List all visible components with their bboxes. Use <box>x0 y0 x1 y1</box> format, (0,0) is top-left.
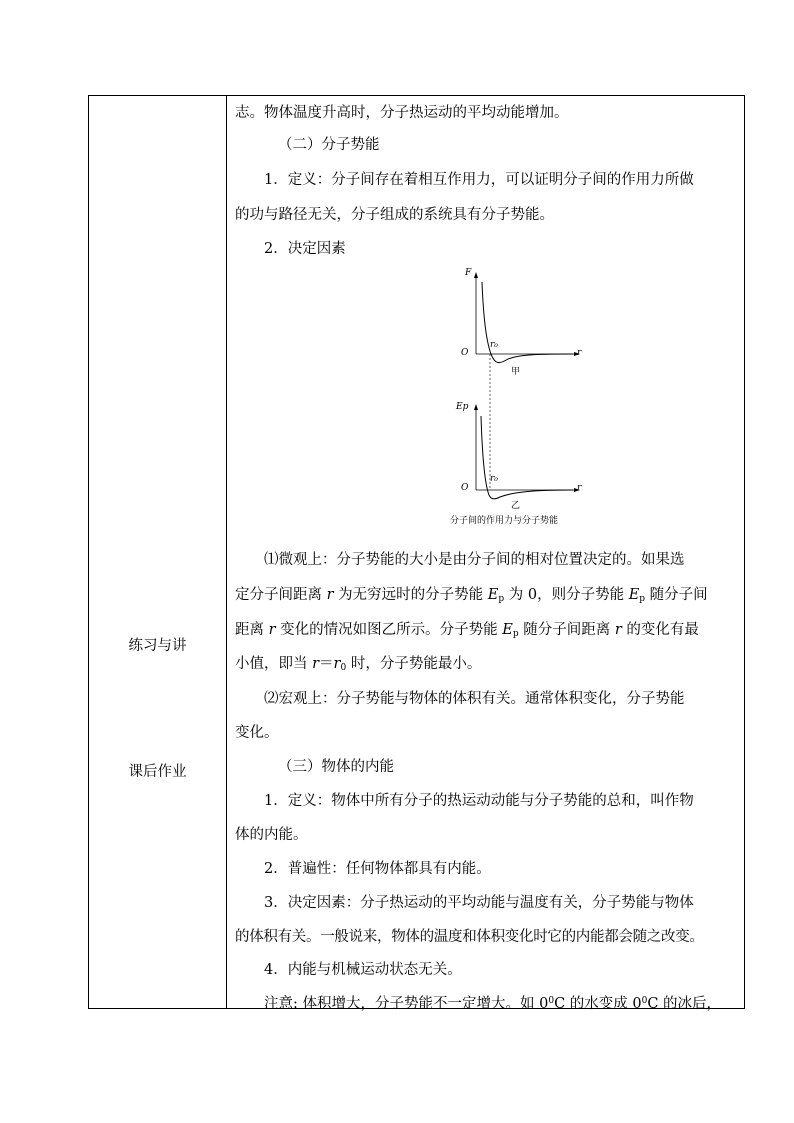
top-axis-y-label: F <box>465 268 472 278</box>
text-line: ⑵宏观上：分子势能与物体的体积有关。通常体积变化，分子势能 <box>264 691 685 707</box>
text-line: 4．内能与机械运动状态无关。 <box>264 962 462 978</box>
bottom-axis-y-label: Ep <box>456 402 469 412</box>
section-heading-internal-energy: （三）物体的内能 <box>278 759 394 775</box>
force-curve <box>482 282 573 363</box>
text-line: ⑴微观上：分子势能的大小是由分子间的相对位置决定的。如果选 <box>264 552 685 568</box>
left-label-homework: 课后作业 <box>128 764 187 780</box>
potential-curve <box>481 416 573 499</box>
text-line: 体的内能。 <box>235 827 308 843</box>
text-line: 1．定义：物体中所有分子的热运动动能与分子势能的总和，叫作物 <box>264 793 694 809</box>
text-line: 的功与路径无关，分子组成的系统具有分子势能。 <box>235 207 554 223</box>
text-line: 注意: 体积增大，分子势能不一定增大。如 $0^0C$ 的水变成 $0^0C$ 的冰后， <box>264 996 722 1012</box>
section-heading-potential: （二）分子势能 <box>278 137 380 153</box>
text-line: 的体积有关。一般说来，物体的温度和体积变化时它的内能都会随之改变。 <box>235 929 704 945</box>
bottom-r0-label: r₀ <box>490 474 498 484</box>
text-line: 小值，即当 $r=r_0$ 时，分子势能最小。 <box>235 656 482 673</box>
text-line: 定分子间距离 r 为无穷远时的分子势能 $E_p$ 为 0，则分子势能 $E_p$ 随分子间 <box>235 587 708 604</box>
left-label-practice: 练习与讲 <box>128 638 187 654</box>
bottom-origin-label: O <box>461 483 469 493</box>
text-line: 2．普遍性：任何物体都具有内能。 <box>264 861 491 877</box>
figure-caption: 分子间的作用力与分子势能 <box>450 516 559 526</box>
text-line: 3．决定因素：分子热运动的平均动能与温度有关，分子势能与物体 <box>264 895 694 911</box>
text-line: 1．定义：分子间存在着相互作用力，可以证明分子间的作用力所做 <box>264 172 694 188</box>
top-y-arrow <box>474 272 478 278</box>
text-line: 2．决定因素 <box>264 241 346 257</box>
bottom-y-arrow <box>474 404 478 410</box>
text-line: 距离 r 变化的情况如图乙所示。分子势能 $E_p$ 随分子间距离 r 的变化有最 <box>235 622 699 639</box>
text-line: 志。物体温度升高时，分子热运动的平均动能增加。 <box>235 105 569 121</box>
top-r0-label: r₀ <box>490 340 498 350</box>
top-caption: 甲 <box>511 367 521 377</box>
bottom-axis-x-label: r <box>577 483 582 493</box>
top-origin-label: O <box>461 348 469 358</box>
bottom-caption: 乙 <box>511 501 521 511</box>
force-potential-figure <box>448 268 583 528</box>
top-axis-x-label: r <box>577 348 582 358</box>
lesson-table <box>88 95 745 1012</box>
text-line: 变化。 <box>235 725 279 741</box>
column-divider <box>226 96 227 1008</box>
